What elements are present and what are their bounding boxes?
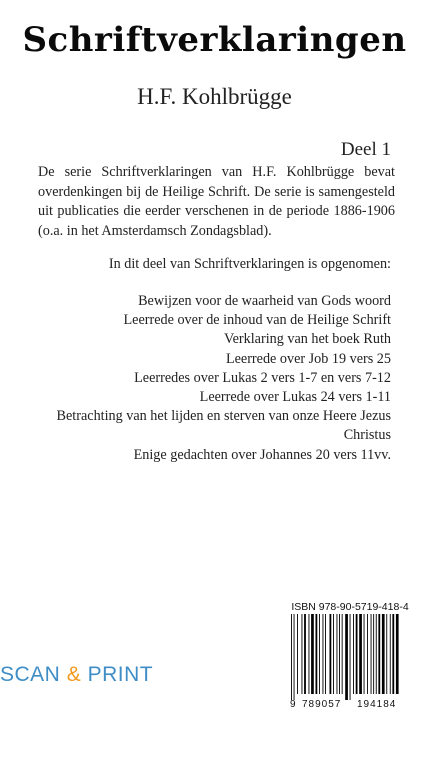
logo-print-text: PRINT — [87, 663, 154, 686]
volume-label: Deel 1 — [340, 139, 391, 160]
contents-list — [31, 292, 391, 465]
logo-scan-text: SCAN — [0, 663, 61, 686]
contents-item: Leerrede over Lukas 24 vers 1-11 — [199, 389, 391, 406]
contents-item: Betrachting van het lijden en sterven van onze Heere Jezus Christus — [56, 408, 391, 444]
contents-item: Leerrede over Job 19 vers 25 — [225, 350, 391, 367]
contents-item: Bewijzen voor de waarheid van Gods woord — [138, 293, 391, 309]
contents-item: Verklaring van het boek Ruth — [223, 331, 391, 348]
isbn-label: ISBN 978-90-5719-418-4 — [291, 601, 409, 613]
author-name: H.F. Kohlbrügge — [137, 84, 292, 109]
logo-ampersand: & — [66, 663, 82, 686]
intro-paragraph: De serie Schriftverklaringen van H.F. Kohlbrügge bevat overdenkingen bij de Heilige Schrift. De serie is samengesteld uit publicaties die eerder verschenen in de periode 1886-1906 (o.a. in het Amsterdamsch Zondagsblad). — [38, 164, 395, 239]
book-title: Schriftverklaringen — [22, 20, 407, 60]
barcode-digits-left: 789057 — [302, 699, 342, 710]
contents-item: Leerredes over Lukas 2 vers 1-7 en vers 7-12 — [134, 369, 391, 386]
contents-lead: In dit deel van Schriftverklaringen is opgenomen: — [108, 256, 391, 272]
barcode-digit-first: 9 — [290, 699, 296, 710]
contents-item: Leerrede over de inhoud van de Heilige Schrift — [123, 312, 391, 329]
contents-item: Enige gedachten over Johannes 20 vers 11vv. — [133, 446, 391, 463]
barcode-digits-right: 194184 — [357, 699, 397, 710]
barcode-icon — [289, 614, 409, 700]
scan-print-logo — [0, 663, 153, 687]
